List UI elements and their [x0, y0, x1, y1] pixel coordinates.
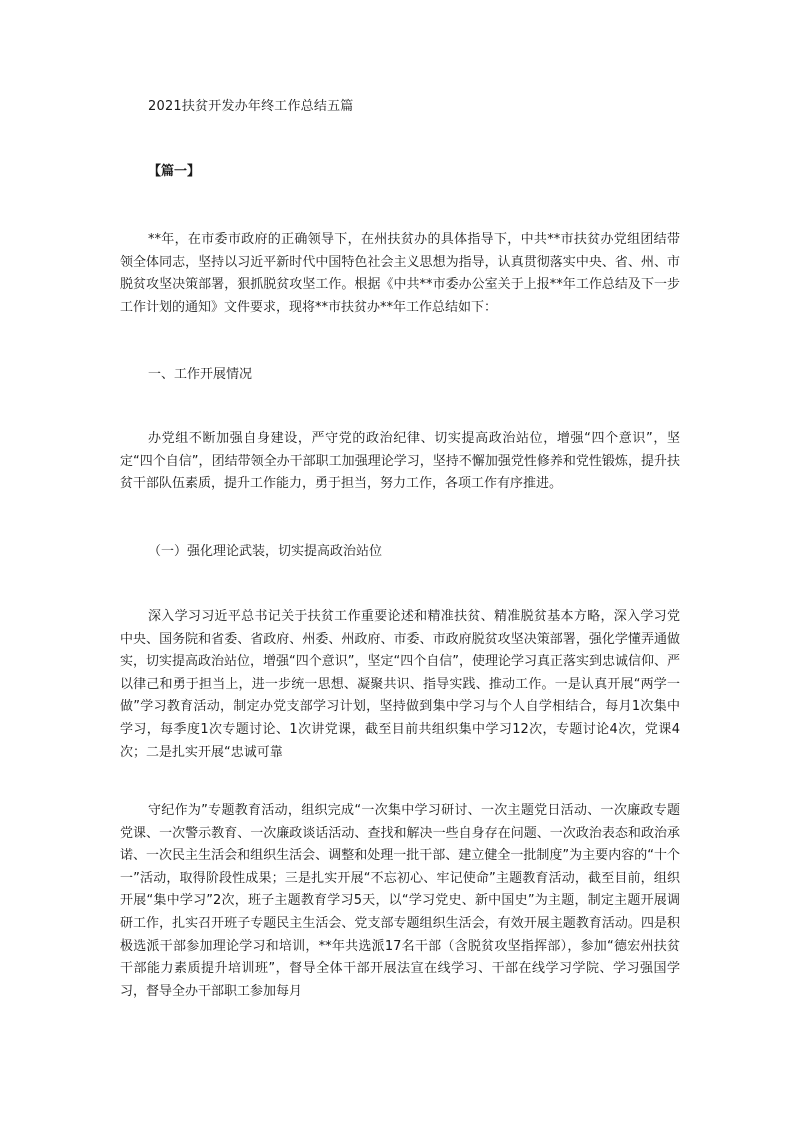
section-label: 【篇一】	[148, 164, 201, 179]
party-building-paragraph: 办党组不断加强自身建设，严守党的政治纪律、切实提高政治站位，增强“四个意识”，坚定“四个自信”，团结带领全办干部职工加强理论学习，坚持不懈加强党性修养和党性锻炼，提升扶贫干部队伍素质，提升工作能力，勇于担当，努力工作，各项工作有序推进。	[120, 431, 680, 492]
intro-paragraph: **年，在市委市政府的正确领导下，在州扶贫办的具体指导下，中共**市扶贫办党组团结带领全体同志，坚持以习近平新时代中国特色社会主义思想为指导，认真贯彻落实中央、省、州、市脱贫攻坚决策部署，狠抓脱贫攻坚工作。根据《中共**市委办公室关于上报**年工作总结及下一步工作计划的通知》文件要求，现将**市扶贫办**年工作总结如下：	[120, 232, 680, 315]
education-activities-paragraph: 守纪作为”专题教育活动，组织完成“一次集中学习研讨、一次主题党日活动、一次廉政专题党课、一次警示教育、一次廉政谈话活动、查找和解决一些自身存在问题、一次政治表态和政治承诺、一次民主生活会和组织生活会、调整和处理一批干部、建立健全一批制度”为主要内容的“十个一”活动，取得阶段性成果；三是扎实开展“不忘初心、牢记使命”主题教育活动，截至目前，组织开展“集中学习”2次，班子主题教育学习5天，以“学习党史、新中国史”为主题，制定主题开展调研工作，扎实召开班子专题民主生活会、党支部专题组织生活会，有效开展主题教育活动。四是积极选派干部参加理论学习和培训，**年共选派17名干部（含脱贫攻坚指挥部），参加“德宏州扶贫干部能力素质提升培训班”，督导全体干部开展法宣在线学习、干部在线学习学院、学习强国学习，督导全办干部职工参加每月	[120, 803, 680, 999]
section-heading-work-overview: 一、工作开展情况	[148, 367, 253, 382]
subsection-heading-theory: （一）强化理论武装，切实提高政治站位	[148, 544, 383, 559]
theory-study-paragraph: 深入学习习近平总书记关于扶贫工作重要论述和精准扶贫、精准脱贫基本方略，深入学习党中央、国务院和省委、省政府、州委、州政府、市委、市政府脱贫攻坚决策部署，强化学懂弄通做实，切实提高政治站位，增强“四个意识”，坚定“四个自信”，使理论学习真正落实到忠诚信仰、严以律己和勇于担当上，进一步统一思想、凝聚共识、指导实践、推动工作。一是认真开展“两学一做”学习教育活动，制定办党支部学习计划，坚持做到集中学习与个人自学相结合，每月1次集中学习，每季度1次专题讨论、1次讲党课，截至目前共组织集中学习12次，专题讨论4次，党课4次；二是扎实开展“忠诚可靠	[120, 609, 680, 760]
document-title: 2021扶贫开发办年终工作总结五篇	[148, 99, 354, 114]
